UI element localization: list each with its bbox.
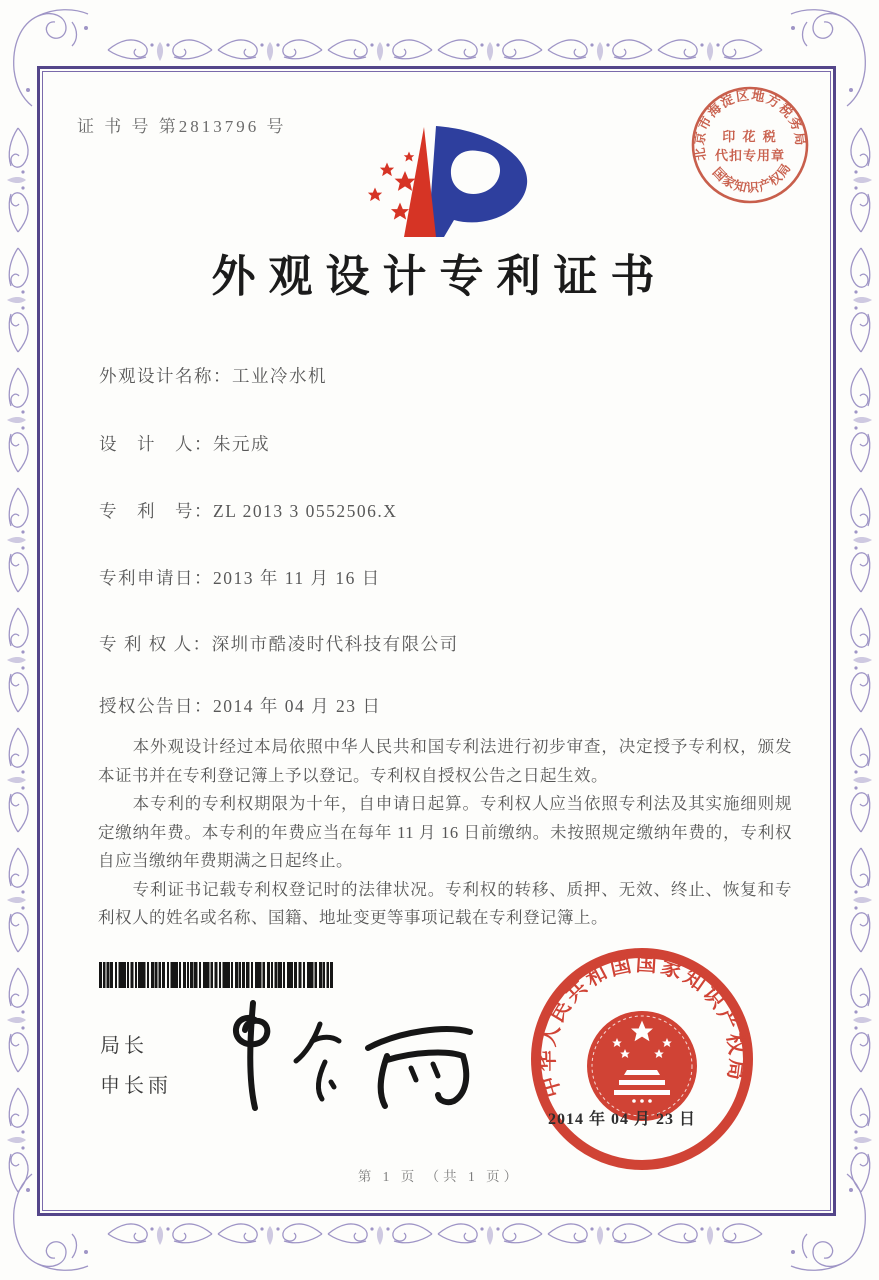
- field-label: 专 利 权 人：: [99, 634, 212, 654]
- body-paragraph: 本专利的专利权期限为十年，自申请日起算。专利权人应当依照专利法及其实施细则规定缴纳年费。本专利的年费应当在每年 11 月 16 日前缴纳。未按照规定缴纳年费的，专利权自应当缴纳年费期满之日起终止。: [98, 794, 792, 870]
- certificate-title: 外观设计专利证书: [211, 252, 668, 301]
- seal-date: 2014 年 04 月 23 日: [548, 1111, 697, 1128]
- tax-stamp-seal-icon: [683, 78, 818, 213]
- field-value: 深圳市酷凌时代科技有限公司: [211, 634, 459, 654]
- field-value: 2013 年 11 月 16 日: [213, 568, 381, 588]
- official-seal-icon: [524, 944, 762, 1182]
- field-value: 工业冷水机: [232, 366, 327, 386]
- body-paragraph: 本外观设计经过本局依照中华人民共和国专利法进行初步审查，决定授予专利权，颁发本证书并在专利登记簿上予以登记。专利权自授权公告之日起生效。: [98, 737, 792, 785]
- tax-stamp-line2: 代扣专用章: [714, 148, 786, 163]
- signature-handwriting-icon: [200, 998, 490, 1116]
- logo-p-shape: [428, 126, 527, 237]
- tax-stamp-line1: 印 花 税: [722, 129, 778, 144]
- field-row-patent-number: [99, 498, 397, 523]
- field-row-grant-date: [99, 693, 381, 718]
- field-row-design-name: [99, 363, 327, 388]
- certificate-number: 证 书 号 第2813796 号: [77, 117, 287, 136]
- barcode-icon: [99, 962, 333, 988]
- commissioner-title: 局长: [100, 1035, 148, 1057]
- field-row-filing-date: [99, 565, 381, 590]
- body-paragraph: 专利证书记载专利权登记时的法律状况。专利权的转移、质押、无效、终止、恢复和专利权人的姓名或名称、国籍、地址变更等事项记载在专利登记簿上。: [98, 879, 792, 927]
- field-value: ZL 2013 3 0552506.X: [213, 501, 398, 521]
- seal-arc-text: 中华人民共和国国家知识产权局: [534, 951, 750, 1101]
- commissioner-name: 申长雨: [100, 1075, 172, 1097]
- field-label: 专利申请日：: [99, 568, 213, 588]
- svg-text:国家知识产权局: [710, 160, 794, 195]
- logo-stars-icon: [368, 152, 416, 220]
- tax-stamp-arc-top: 北京市海淀区地方税务局: [691, 87, 809, 162]
- field-value: 朱元成: [213, 434, 270, 454]
- body-text: [98, 733, 792, 933]
- field-label: 设 计 人：: [99, 434, 213, 454]
- field-label: 专 利 号：: [99, 501, 213, 521]
- field-value: 2014 年 04 月 23 日: [213, 696, 382, 716]
- page-number: 第 1 页 （共 1 页）: [357, 1169, 522, 1184]
- tax-stamp-arc-bottom: 国家知识产权局: [709, 160, 795, 196]
- field-label: 授权公告日：: [99, 696, 213, 716]
- field-row-patentee: [99, 631, 459, 656]
- national-emblem-icon: [587, 1011, 697, 1121]
- field-row-designer: [99, 431, 270, 456]
- sipo-logo-icon: [338, 124, 548, 244]
- field-label: 外观设计名称：: [99, 366, 232, 386]
